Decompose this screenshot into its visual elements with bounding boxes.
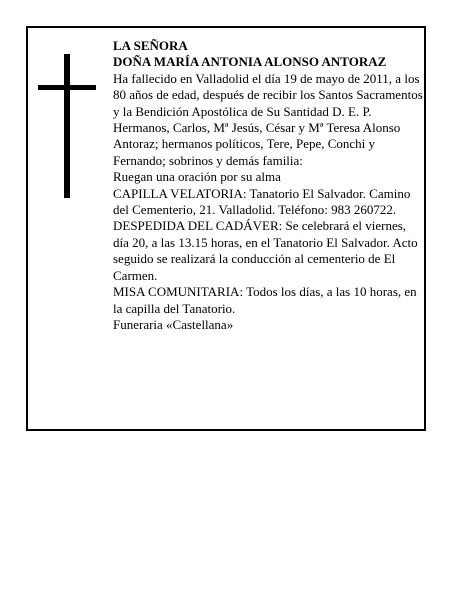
farewell-info: DESPEDIDA DEL CADÁVER: Se celebrará el viernes, día 20, a las 13.15 horas, en el Tanatorio El Salvador. Acto seguido se realizará la conducción al cementerio de El Carmen. [113,218,418,283]
mass-info: MISA COMUNITARIA: Todos los días, a las 10 horas, en la capilla del Tanatorio. [113,284,417,316]
family-list: Hermanos, Carlos, Mª Jesús, César y Mª Teresa Alonso Antoraz; hermanos políticos, Tere, Pepe, Conchi y Fernando; sobrinos y demás familia: [113,120,401,168]
death-statement: Ha fallecido en Valladolid el día 19 de mayo de 2011, a los 80 años de edad, después de recibir los Santos Sacramentos y la Bendición Apostólica de Su Santidad D. E. P. [113,70,423,119]
obituary-text-block [113,38,425,333]
funeral-home: Funeraria «Castellana» [113,316,234,332]
deceased-name: DOÑA MARÍA ANTONIA ALONSO ANTORAZ [113,54,387,70]
prayer-request: Ruegan una oración por su alma [113,169,281,185]
cross-vertical-bar [64,54,70,198]
chapel-info: CAPILLA VELATORIA: Tanatorio El Salvador. Camino del Cementerio, 21. Valladolid. Teléfono: 983 260722. [113,185,411,218]
cross-horizontal-bar [38,85,96,90]
latin-cross-icon [38,54,96,198]
notice-heading: LA SEÑORA [113,38,188,53]
